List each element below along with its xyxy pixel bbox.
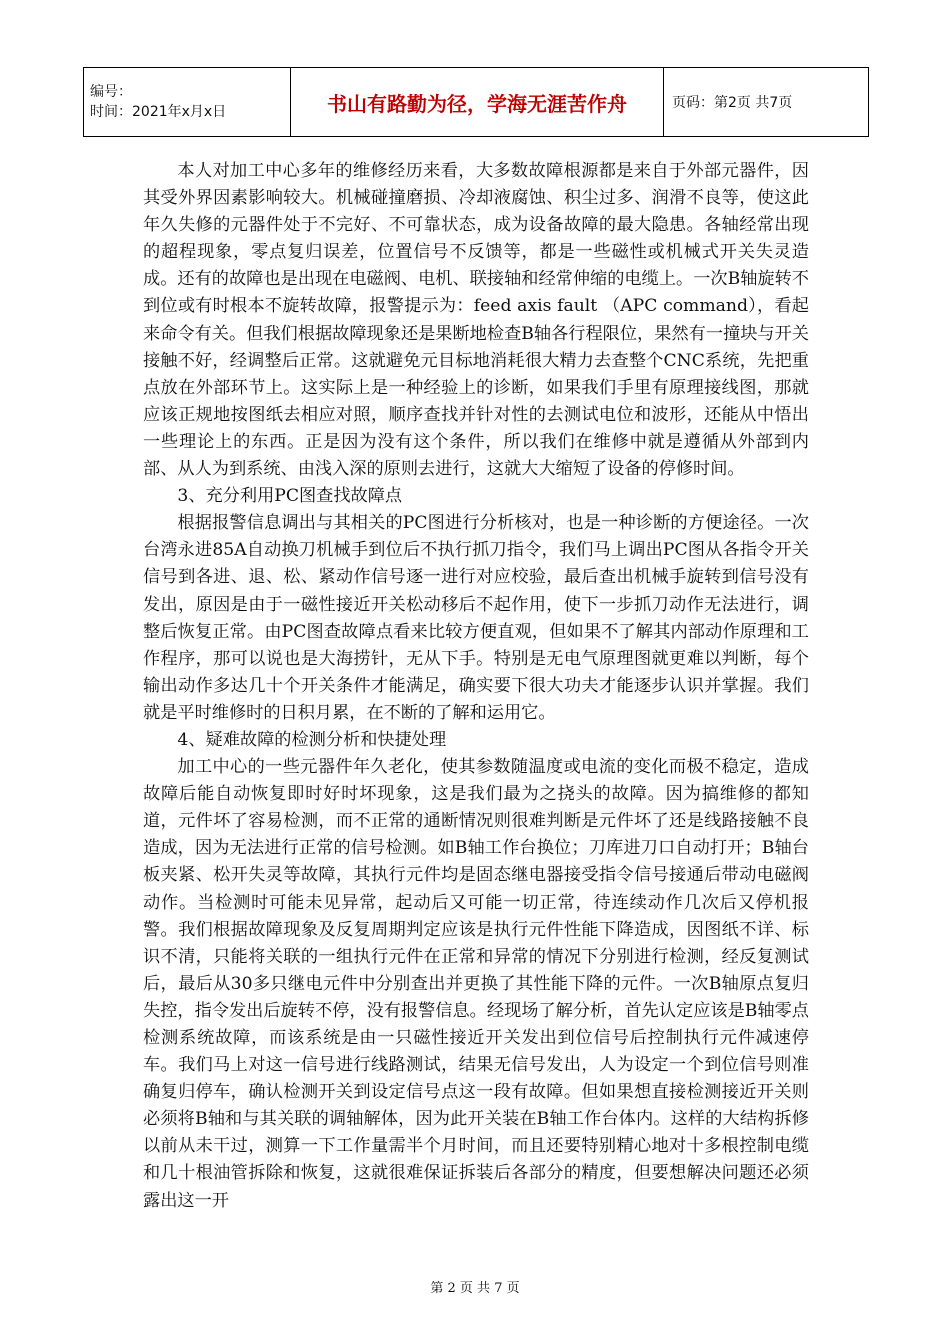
header-page-number: 页码：第2页 共7页 [664,68,869,137]
header-motto: 书山有路勤为径，学海无涯苦作舟 [291,68,664,137]
section-heading: 4、疑难故障的检测分析和快捷处理 [177,729,447,750]
body-paragraph: 根据报警信息调出与其相关的PC图进行分析核对，也是一种诊断的方便途径。一次台湾永进85A自动换刀机械手到位后不执行抓刀指令，我们马上调出PC图从各指令开关信号到各进、退、松、紧动作信号逐一进行对应校验，最后查出机械手旋转到信号没有发出，原因是由于一磁性接近开关松动移后不起作用，使下一步抓刀动作无法进行，调整后恢复正常。由PC图查故障点看来比较方便直观，但如果不了解其内部动作原理和工作程序，那可以说也是大海捞针，无从下手。特别是无电气原理图就更难以判断，每个输出动作多达几十个开关条件才能满足，确实要下很大功夫才能逐步认识并掌握。我们就是平时维修时的日积月累，在不断的了解和运用它。 [143,513,809,723]
section-heading: 3、充分利用PC图查找故障点 [177,486,403,507]
header-info-cell [84,68,291,137]
document-time: 时间：2021年x月x日 [90,104,227,120]
document-body [143,158,809,1215]
header-table [83,67,869,137]
document-number: 编号： [90,84,132,100]
page-footer: 第 2 页 共 7 页 [430,1281,520,1296]
body-paragraph: 加工中心的一些元器件年久老化，使其参数随温度或电流的变化而极不稳定，造成故障后能自动恢复即时好时坏现象，这是我们最为之挠头的故障。因为搞维修的都知道，元件坏了容易检测，而不正常的通断情况则很难判断是元件坏了还是线路接触不良造成，因为无法进行正常的信号检测。如B轴工作台换位；刀库进刀口自动打开；B轴台板夹紧、松开失灵等故障，其执行元件均是固态继电器接受指令信号接通后带动电磁阀动作。当检测时可能未见异常，起动后又可能一切正常，待连续动作几次后又停机报警。我们根据故障现象及反复周期判定应该是执行元件性能下降造成，因图纸不详、标识不清，只能将关联的一组执行元件在正常和异常的情况下分别进行检测，经反复测试后，最后从30多只继电元件中分别查出并更换了其性能下降的元件。一次B轴原点复归失控，指令发出后旋转不停，没有报警信息。经现场了解分析，首先认定应该是B轴零点检测系统故障，而该系统是由一只磁性接近开关发出到位信号后控制执行元件减速停车。我们马上对这一信号进行线路测试，结果无信号发出，人为设定一个到位信号则准确复归停车，确认检测开关到设定信号点这一段有故障。但如果想直接检测接近开关则必须将B轴和与其关联的调轴解体，因为此开关装在B轴工作台体内。这样的大结构拆修以前从未干过，测算一下工作量需半个月时间，而且还要特别精心地对十多根控制电缆和几十根油管拆除和恢复，这就很难保证拆装后各部分的精度，但要想解决问题还必须露出这一开 [143,757,809,1211]
body-paragraph: 本人对加工中心多年的维修经历来看，大多数故障根源都是来自于外部元器件，因其受外界因素影响较大。机械碰撞磨损、冷却液腐蚀、积尘过多、润滑不良等，使这此年久失修的元器件处于不完好、不可靠状态，成为设备故障的最大隐患。各轴经常出现的超程现象，零点复归误差，位置信号不反馈等，都是一些磁性或机械式开关失灵造成。还有的故障也是出现在电磁阀、电机、联接轴和经常伸缩的电缆上。一次B轴旋转不到位或有时根本不旋转故障，报警提示为：feed axis fault （APC command），看起来命令有关。但我们根据故障现象还是果断地检查B轴各行程限位，果然有一撞块与开关接触不好，经调整后正常。这就避免元目标地消耗很大精力去查整个CNC系统，先把重点放在外部环节上。这实际上是一种经验上的诊断，如果我们手里有原理接线图，那就应该正规地按图纸去相应对照，顺序查找并针对性的去测试电位和波形，还能从中悟出一些理论上的东西。正是因为没有这个条件，所以我们在维修中就是遵循从外部到内部、从人为到系统、由浅入深的原则去进行，这就大大缩短了设备的停修时间。 [143,161,809,480]
